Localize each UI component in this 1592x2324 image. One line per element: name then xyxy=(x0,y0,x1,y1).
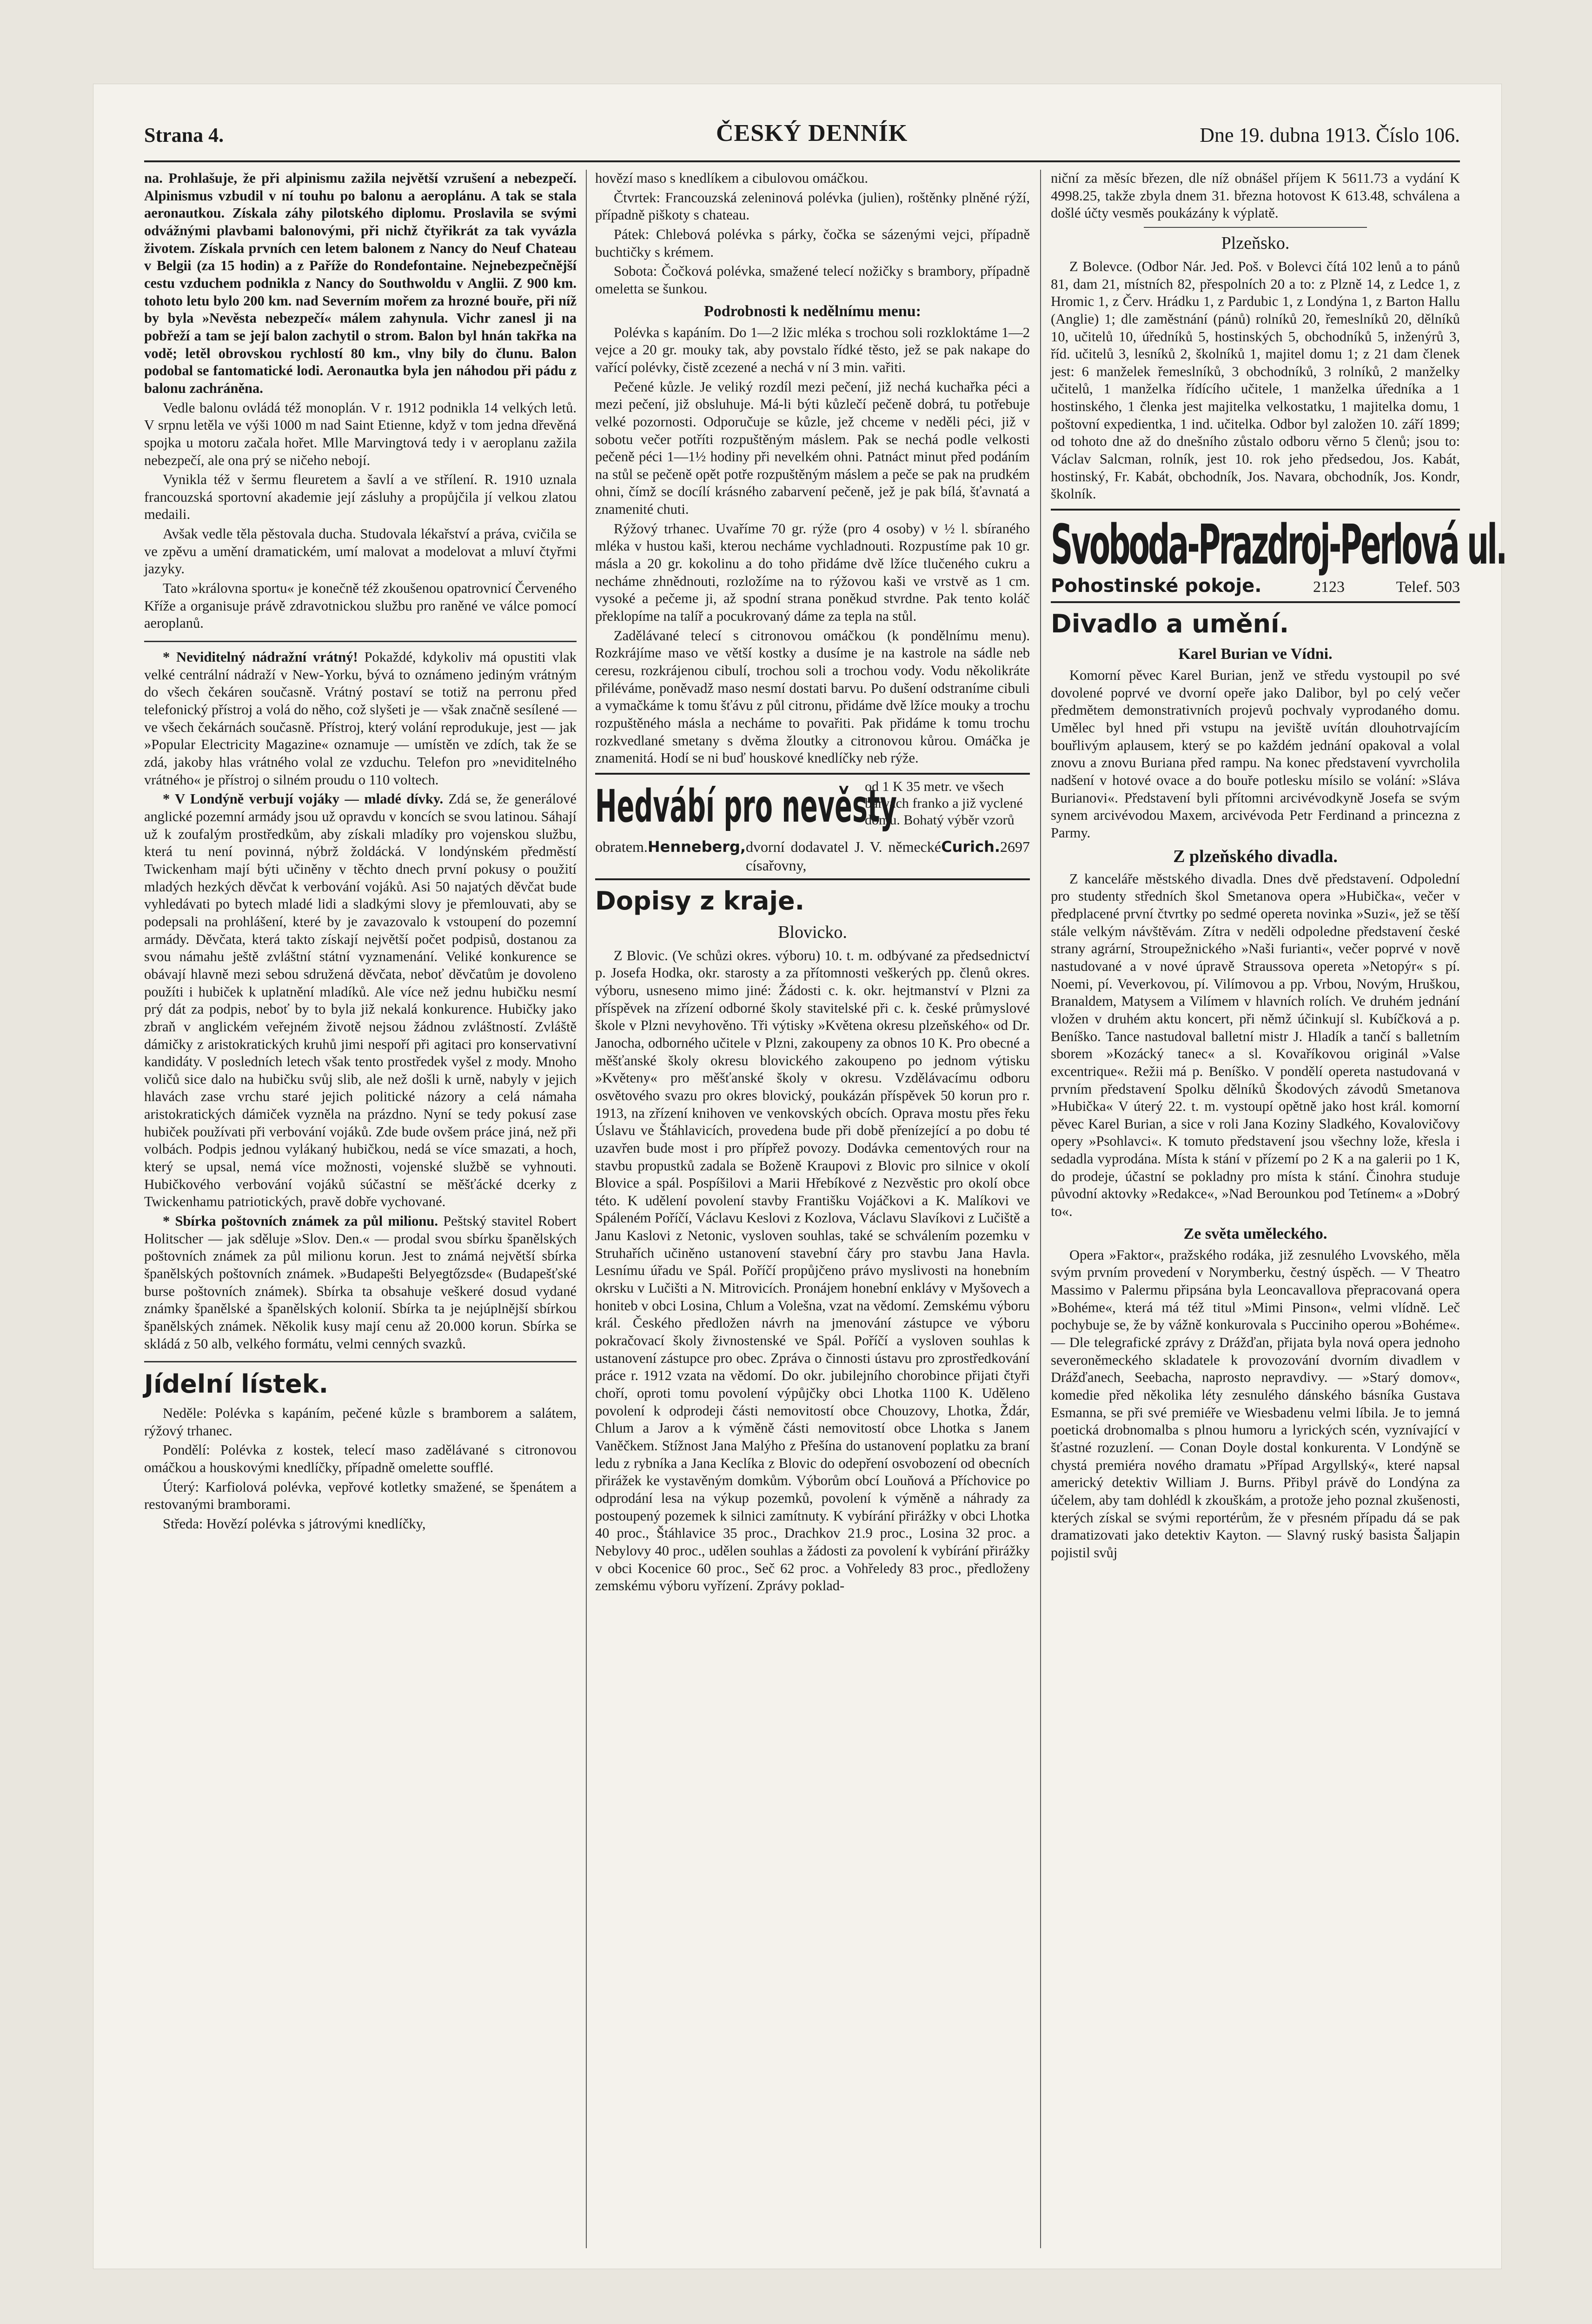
ad-title: Hedvábí pro nevěsty xyxy=(595,780,897,832)
menu-item: Čtvrtek: Francouzská zeleninová polévka (julien), roštěnky plněné rýží, případně piškoty s chateau. xyxy=(595,189,1030,223)
ad-phone: Telef. 503 xyxy=(1396,578,1460,596)
section-heading-arts: Divadlo a umění. xyxy=(1051,609,1289,639)
ad-text: dvorní dodavatel J. V. německé císařovny, xyxy=(746,838,942,874)
article-paragraph: Komorní pěvec Karel Burian, jenž ve středu vystoupil po své dovolené poprvé ve dvorní opeře jako Dalibor, byl po celý večer předmětem demonstrativních projevů pochvaly vyprodaného domu. Umělec byl hned při vstupu na jeviště uvítán dlouhotrvajícím bouřlivým aplausem, který se po každém jednání opakoval a volal znovu a znovu Buriana před rampu. Na konec představení vyvrcholila nadšení v hotové ovace a do bouře potlesku mísilo se volání: »Sláva Burianovi«. Představení byli přítomni arcivévodkyně Josefa se svým synem arcivévodou Maxem, arcivévoda Petr Ferdinand a princezna z Parmy. xyxy=(1051,667,1460,841)
article-paragraph: Vedle balonu ovládá též monoplán. V r. 1912 podnikla 14 velkých letů. V srpnu letěla ve výši 1000 m nad Saint Etienne, když v tom jedna dřevěná spojka u motoru začala hořet. Mlle Marvingtová tedy i v aeroplanu zažila nebezpečí, ale ona prý se ničeho nebojí. xyxy=(144,399,577,468)
article-heading: * Neviditelný nádražní vrátný! xyxy=(163,649,358,665)
article-paragraph: na. Prohlašuje, že při alpinismu zažila největší vzrušení a nebezpečí. Alpinismus vzbudil v ní touhu po balonu a aeroplánu. A tak se stala aeronautkou. Získala záhy pilotského diplomu. Proslavila se svými odvážnými plavbami balonovými, při nichž čtyřikrát za tak vyvázla životem. Získala prvních cen letem balonem z Nancy do Neuf Chateau v Belgii (za 15 hodin) a z Paříže do Rondefontaine. Nejnebezpečnější cestu vzduchem podnikla z Nancy do Southwoldu v Anglii. Z 900 km. tohoto letu bylo 200 km. nad Severním mořem za hrozné bouře, při níž by byla »Nevěsta nebezpečí« málem zahynula. Vichr zanesl ji na pobřeží a tam se její balon zachytil o strom. Balon byl hnán takřka na vodě; letěl obrovskou rychlostí 80 km., vlny bily do člunu. Balon podobal se fantomatické lodi. Aeronautka byla jen náhodou při pádu z balonu zachráněna. xyxy=(144,170,577,396)
region-heading: Blovicko. xyxy=(778,922,847,942)
menu-item: Úterý: Karfiolová polévka, vepřové kotletky smažené, se špenátem a restovanými bramborami. xyxy=(144,1479,577,1513)
ad-title: Svoboda-Prazdroj-Perlová ul. xyxy=(1051,512,1506,577)
column-1 xyxy=(144,170,577,2253)
subheading: Ze světa uměleckého. xyxy=(1183,1225,1327,1242)
article-paragraph xyxy=(144,1213,577,1353)
article-heading: * V Londýně verbují vojáky — mladé dívky. xyxy=(163,791,444,807)
separator xyxy=(144,1361,577,1362)
article-paragraph: hovězí maso s knedlíkem a cibulovou omáčkou. xyxy=(595,170,868,186)
article-paragraph xyxy=(144,790,577,1211)
column-rule-1 xyxy=(586,170,587,2248)
menu-item: Pátek: Chlebová polévka s párky, čočka se sázenými vejci, případně buchtičky s krémem. xyxy=(595,226,1030,260)
article-text: Peštský stavitel Robert Holitscher — jak sděluje »Slov. Den.« — prodal svou sbírku španělských poštovních známek za půl milionu korun. Jest to známá největší sbírka španělských poštovních známek. »Budapešti Belyegtőzsde« (Budapešťské burse poštovních známek). Sbírka ta obsahuje veškeré dosud vydané známky španělské a španělských kolonií. Sbírka ta je nejúplnější sbírkou španělských známek. Několik kusy mají cenu až 20.000 korun. Sbírka se skládá z 50 alb, velkého formátu, velmi cenných svazků. xyxy=(144,1213,577,1352)
subheading: Podrobnosti k nedělnímu menu: xyxy=(704,302,921,320)
ad-description: od 1 K 35 metr. ve všech barvách franko a již vyclené domu. Bohatý výběr vzorů xyxy=(865,778,1023,828)
article-paragraph: Z Blovic. (Ve schůzi okres. výboru) 10. t. m. odbývané za předsednictví p. Josefa Hodka, okr. starosty a za přítomnosti veškerých pp. členů okres. výboru, usneseno mimo jiné: Žádosti c. k. okr. hejtmanství v Plzni za příspěvek na zřízení odborné školy stavitelské při c. k. české průmyslové škole v Plzni nevyhověno. Tři výtisky »Květena okresu plzeňského« od Dr. Janocha, odborného učitele v Plzni, zakoupeny za obnos 10 K. Pro obecné a měšťanské školy okresu blovického zakoupeno po jednom výtisku »Květeny« pro měšťanské školy v okresu. Vzdělávacímu odboru osvětového svazu pro okres blovický, poukázán příspěvek 50 korun pro r. 1913, na zřízení knihoven ve venkovských obcích. Oprava mostu přes řeku Úslavu ve Štáhlavicích, provedena bude při době přenízející a po dobu té uzavřen bude most i pro přípřež povozy. Dodávka cementových rour na stavbu propustků zadala se Boženě Kraupovi z Blovic pro silnice v okolí Blovice a spál. Pospíšilovi a Marii Hřebíkové z Nezvěstic pro okolí obce této. K udělení povolení stavby Františku Vojáčkovi a K. Malíkovi ve Spáleném Poříčí, Václavu Keslovi z Kozlova, Václavu Slavíkovi z Lučiště a Janu Kaslovi z Netonic, vysloven souhlas, také se schválením pozemku v Struhařích učiněno ustanovení stavební čáry pro stavbu Jana Havla. Lesnímu úřadu ve Spál. Poříčí propůjčeno právo myslivosti na honebním okrsku v Lučišti a N. Mitrovicích. Pronájem honební enklávy v Myšovech a honiteb v obci Losina, Chlum a Volešna, vzat na vědomí. Zemskému výboru král. Českého předložen návrh na jmenování zástupce ve výboru pokračovací školy živnostenské ve Spál. Poříčí a vysloven souhlas k ustanovení zástupce pro obec. Zpráva o činnosti ústavu pro zprostředkování práce r. 1912 vzata na vědomí. Do okr. jubilejního chorobince přijati čtyři choří, oproti tomu povolení výpůjčky obci Lhotka 1100 K. Uděleno povolení k odprodeji části nemovitostí obce Chouzovy, Lhotka, Ždár, Chlum a Jarov a k výměně části nemovitostí obce Lhotka s Janem Vaněčkem. Stížnost Jana Malýho z Přešína do ustanovení poplatku za braní ledu z rybníka a Jana Keclíka z Blovic do odepření osvobození od obecních přirážek ke vystavěným domkům. Výborům obcí Louňová a Příchovice po odprodání lesa na výkup pozemků, povolení k výměně a náhrady za postoupený pozemek k silnici zamítnuty. K vybírání přirážky v obci Lhotka 40 proc., Štáhlavice 35 proc., Drachkov 21.9 proc., Losina 32 proc. a Nebylovy 40 proc., udělen souhlas a žádosti za povolení k vybírání přirážky v obci Kocenice 60 proc., Seč 62 proc. a Vohřeledy 83 proc., předloženy zemskému výboru vyřízení. Zprávy poklad- xyxy=(595,947,1030,1594)
ad-code: 2123 xyxy=(1313,578,1345,596)
separator xyxy=(1144,227,1367,228)
subheading: Karel Burian ve Vídni. xyxy=(1178,645,1333,663)
masthead xyxy=(144,109,1460,162)
issue-date: Dne 19. dubna 1913. Číslo 106. xyxy=(1200,124,1460,146)
subheading: Z plzeňského divadla. xyxy=(1173,846,1338,866)
article-paragraph: Tato »královna sportu« je konečně též zkoušenou opatrovnicí Červeného Kříže a organisuje právě zdravotnickou službu pro raněné ve válce pomocí aeroplanů. xyxy=(144,580,577,631)
article-paragraph: niční za měsíc březen, dle níž obnášel příjem K 5611.73 a vydání K 4998.25, takže zbyla dnem 31. března hotovost K 613.48, schválena a došlé účty vesměs poukázány k výplatě. xyxy=(1051,170,1460,221)
ad-footer xyxy=(595,838,1030,875)
ad-subline xyxy=(1051,575,1460,598)
region-heading: Plzeňsko. xyxy=(1221,233,1290,253)
article-paragraph xyxy=(144,649,577,789)
menu-item: Středa: Hovězí polévka s játrovými knedlíčky, xyxy=(163,1515,426,1532)
page-number: Strana 4. xyxy=(144,124,224,146)
column-rule-2 xyxy=(1040,170,1041,2248)
menu-item: Neděle: Polévka s kapáním, pečené kůzle s bramborem a salátem, rýžový trhanec. xyxy=(144,1405,577,1439)
recipe-paragraph: Rýžový trhanec. Uvaříme 70 gr. rýže (pro 4 osoby) v ½ l. sbíraného mléka v hustou kaši, kterou necháme vychladnouti. Rozpustíme pak 10 gr. másla a 20 gr. kokolinu a do toho přidáme dvě lžíce tlučeného cukru a necháme zhnědnouti, rozložíme na to rýžovou kaši ve vrstvě as 1 cm. vysoké a pečeme ji, až spodní strana poněkud stvrdne. Pak tento koláč překlopíme na talíř a pocukrovaný dáme za tepla na stůl. xyxy=(595,520,1030,624)
column-2 xyxy=(595,170,1030,2253)
ad-code: 2697 xyxy=(1000,838,1030,855)
ad-brand: Henneberg, xyxy=(647,837,746,856)
advertisement-svoboda xyxy=(1051,509,1506,603)
article-text: Pokaždé, kdykoliv má opustiti vlak velké centrální nádraží v New-Yorku, bývá to oznámeno jediným vrátným do všech čekáren současně. Vrátný postaví se totiž na perronu před telefonický přístroj a volá do něho, což slyšeti je — však značně sesílené — ve všech čekárnách současně. Přístroj, který volání reprodukuje, jest — jak »Popular Electricity Magazine« oznamuje — umístěn ve zdích, tak že se zdá, jakoby hlas vrátného volal ze vzduchu. Telefon pro »neviditelného vrátného« je přístroj o silném proudu o 110 voltech. xyxy=(144,649,577,788)
ad-subtitle: Pohostinské pokoje. xyxy=(1051,575,1262,597)
recipe-paragraph: Pečené kůzle. Je veliký rozdíl mezi pečení, již nechá kuchařka péci a mezi pečení, již obsluhuje. Má-li býti kůzlečí pečeně dobrá, tu potřebuje velké pozornosti. Odporučuje se kůzle, jež chceme v neděli péci, již v sobotu večer potříti rozpuštěným máslem. Pak se nechá podle velkosti pečeně péci 1—1½ hodiny při nevelkém ohni. Patnáct minut před podáním na stůl se pečeně opět potře rozpuštěným máslem a peče se pak na prudkém ohni, čímž se docílí krásného zabarvení pečeně, jež je pak bílá, šťavnatá a znamenité chuti. xyxy=(595,378,1030,518)
separator xyxy=(144,641,577,642)
column-3 xyxy=(1051,170,1506,2253)
article-paragraph: Avšak vedle těla pěstovala ducha. Studovala lékařství a práva, cvičila se ve zpěvu a umění dramatickém, umí malovat a modelovat a mluví čtyřmi jazyky. xyxy=(144,526,577,577)
section-heading-letters: Dopisy z kraje. xyxy=(595,886,805,916)
ad-city: Curich. xyxy=(941,837,1000,856)
ad-text: obratem. xyxy=(595,838,648,855)
newspaper-page xyxy=(93,84,1506,2269)
article-paragraph: Vynikla též v šermu fleuretem a šavlí a ve střílení. R. 1910 uznala francouzská sportovní akademie její zásluhy a propůjčila jí velkou zlatou medaili. xyxy=(144,471,577,523)
recipe-paragraph: Polévka s kapáním. Do 1—2 lžic mléka s trochou soli rozkloktáme 1—2 vejce a 20 gr. mouky tak, aby povstalo řídké těsto, jež se pak nakape do vařící polévky, čistě zcezené a nechá v ní 3 min. vařiti. xyxy=(595,324,1030,375)
newspaper-title: ČESKÝ DENNÍK xyxy=(716,120,908,146)
article-paragraph: Z Bolevce. (Odbor Nár. Jed. Poš. v Bolevci čítá 102 lenů a to pánů 81, dam 21, místních 82, přespolních 20 a to: z Plzně 14, z Ledce 1, z Hromic 1, z Červ. Hrádku 1, z Pardubic 1, z Londýna 1, z Barton Hallu (Anglie) 1; dle zaměstnání (pánů) rolníků 20, řemeslníků 20, dělníků 10, učitelů 10, úředníků 5, hostinských 5, obchodníků 5, inženýrů 3, říd. učitelů 3, lesníků 2, školníků 1, majitel domu 1; z 21 dam členek jest: 6 manželek řemeslníků, 3 obchodníků, 3 rolníků, 2 manželky učitelů, 1 manželka řídícího učitele, 1 manželka úředníka a 1 hostinského, 1 členka jest majitelka velkostatku, 1 majitelka domu, 1 poštovní expedientka, 1 ind. učitelka. Odbor byl založen 10. září 1899; od tohoto dne až do dnešního zůstalo odboru věrno 5 členů; jsou to: Václav Salcman, rolník, jest 10. rok jeho předsedou, Jos. Kabát, hostinský, Fr. Kabát, obchodník, Jos. Navara, obchodník, Jos. Kondr, školník. xyxy=(1051,258,1460,502)
article-text: Zdá se, že generálové anglické pozemní armády jsou už opravdu v koncích se svou latinou. Sáhají už k zoufalým prostředkům, aby získali mladíky pro vojenskou službu, která tu není povinná, nýbrž žoldácká. V londýnském předměstí Twickenham mají býti učiněny v těchto dnech první pokusy o použití mladých hezkých děvčat k verbování vojáků. Asi 50 najatých děvčat bude vyhledávati po bytech mladé lidi a sladkými slovy je přemlouvati, aby se podepsali na prohlášení, které by je zavazovalo k vstoupení do pozemní armády. Děvčata, která takto získají největší počet podpisů, dostanou za svou námahu ještě zvláštní státní vyznamenání. Veliké konkurence se obávají hlavně mezi sebou sdružená děvčata, neboť děvčatům je dovoleno použíti i hubiček k uplatnění mladíků. Ale více než jednu hubičku nesmí prý dát za podpis, neboť by to byla již nekalá konkurence. Hubičky jako zbraň v anglickém veřejném životě nejsou žádnou zvláštností. Zvláště dámičky z aristokratických kruhů jimi nespoří při agitaci pro konservativní kandidáty. V posledních letech však tento prostředek vyšel z mody. Mnoho voličů sice dalo na hubičku svůj slib, ale než došli k urně, nabyly v jejich hlavách zase vrchu staré jejich politické názory a celá námaha aristokratických dámiček vyzněla na prázdno. Nyní se tedy pokusí zase hubiček používati při verbování vojáků. Zde bude ovšem práce jiná, než při volbách. Podpis jednou vylákaný hubičkou, nedá se více smazati, a hoch, který se upsal, nemá více možnosti, vojenské službě se vyhnouti. Hubičkového verbování vojáků súčastní se měšťácké dcerky z Twickenhamu patriotických, pravě dobře vychované. xyxy=(144,791,577,1210)
recipe-paragraph: Zadělávané telecí s citronovou omáčkou (k pondělnímu menu). Rozkrájíme maso ve větší kostky a dusíme je na kastrole na sádle neb ceresu, rozkrájenou cibulí, trochou soli a trochou vody. Vodu několikráte přiléváme, poněvadž maso nesmí dostati barvu. Po dušení odstraníme cibuli a vymačkáme k tomu šťávu z půl citronu, přidáme dvě lžíce mouky a trochu rozpuštěného másla a necháme to povařiti. Pak přidáme k tomu trochu rozkvedlané smetany s dvěma žloutky a citronovou kůrou. Omáčka je znamenitá. Hodí se ni buď houskové knedlíčky neb rýže. xyxy=(595,627,1030,766)
menu-item: Pondělí: Polévka z kostek, telecí maso zadělávané s citronovou omáčkou a houskovými knedlíčky, případně omelette soufflé. xyxy=(144,1442,577,1475)
section-heading-menu: Jídelní lístek. xyxy=(144,1369,329,1399)
advertisement-silk xyxy=(595,773,1030,880)
article-heading: * Sbírka poštovních známek za půl milionu. xyxy=(163,1213,438,1229)
article-paragraph: Opera »Faktor«, pražského rodáka, již zesnulého Lvovského, měla svým prvním provedení v Norymberku, čestný úspěch. — V Theatro Massimo v Palermu připsána byla Leoncavallova přepracovaná opera »Bohéme«, která má též titul »Mimi Pinson«, velmi vlídně. Leč pochybuje se, že by vážně konkurovala s Pucciniho operou »Bohéme«. — Dle telegrafické zprávy z Drážďan, přijata byla nová opera jednoho severoněmeckého skladatele k provozování dvorním divadlem v Drážďanech, Seebacha, naprosto nepravdivy. — »Starý domov«, komedie před několika léty zesnulého dánského básníka Gustava Esmanna, se při své premiéře ve Wiesbadenu velmi líbila. Je to jemná poetická drobnomalba s plnou humoru a lyrických scén, vyznívající v šťastné rozuzlení. — Conan Doyle dostal konkurenta. V Londýně se chystá premiéra nového dramatu »Případ Argyllský«, které napsal americký detektiv William J. Burns. Přibyl právě do Londýna za účelem, aby tam dohlédl k zkouškám, a protože jeho poznal zkušenosti, kterých získal se svými reportérům, že v přesném případu dá se pak dramatizovati jako detektiv Kayton. — Slavný ruský basista Šaljapin pojistil svůj xyxy=(1051,1247,1460,1560)
menu-item: Sobota: Čočková polévka, smažené telecí nožičky s brambory, případně omeletta se šunkou. xyxy=(595,263,1030,297)
article-paragraph: Z kanceláře městského divadla. Dnes dvě představení. Odpolední pro studenty středních škol Smetanova opera »Hubička«, večer v předplacené první čtvrtky po sedmé opereta novinka »Suzi«, jež se těší stále velkým návštěvám. Zítra v neděli odpoledne představení české strany agrární, Stroupežnického »Naši furianti«, večer poprvé v nově nastudované a v nové úpravě Straussova opereta »Netopýr« s pí. Noemi, pí. Veverkovou, pí. Vilímovou a pp. Vrbou, Novým, Hruškou, Branaldem, Matysem a Vilímem v hlavních rolích. Ve druhém jednání vložen v druhém aktu koncert, při němž účinkují sl. Kubíčková a p. Beníško. Tance nastudoval balletní mistr J. Hladík a tančí s balletním sborem »Kozácký tanec« a sl. Kovaříkovou originál »Valse excentrique«. Režii má p. Beníško. V pondělí opereta nastudovaná v prvním představení Spolku dělníků Škodových závodů Smetanova »Hubička« V úterý 22. t. m. vystoupí opětně jako host král. komorní pěvec Karel Burian, a sice v roli Jana Koziny Sladkého, Kovalovičovy opery »Psohlavci«. K tomuto představení jsou všechny lože, křesla i sedadla vyprodána. Místa k stání v přízemí po 2 K a na galerii po 1 K, do prodeje, účastní se pokladny pro místa k stání. Činohra studuje původní aktovky »Redakce«, »Nad Berounkou pod Tetínem« a »Dobrý to«. xyxy=(1051,870,1460,1220)
